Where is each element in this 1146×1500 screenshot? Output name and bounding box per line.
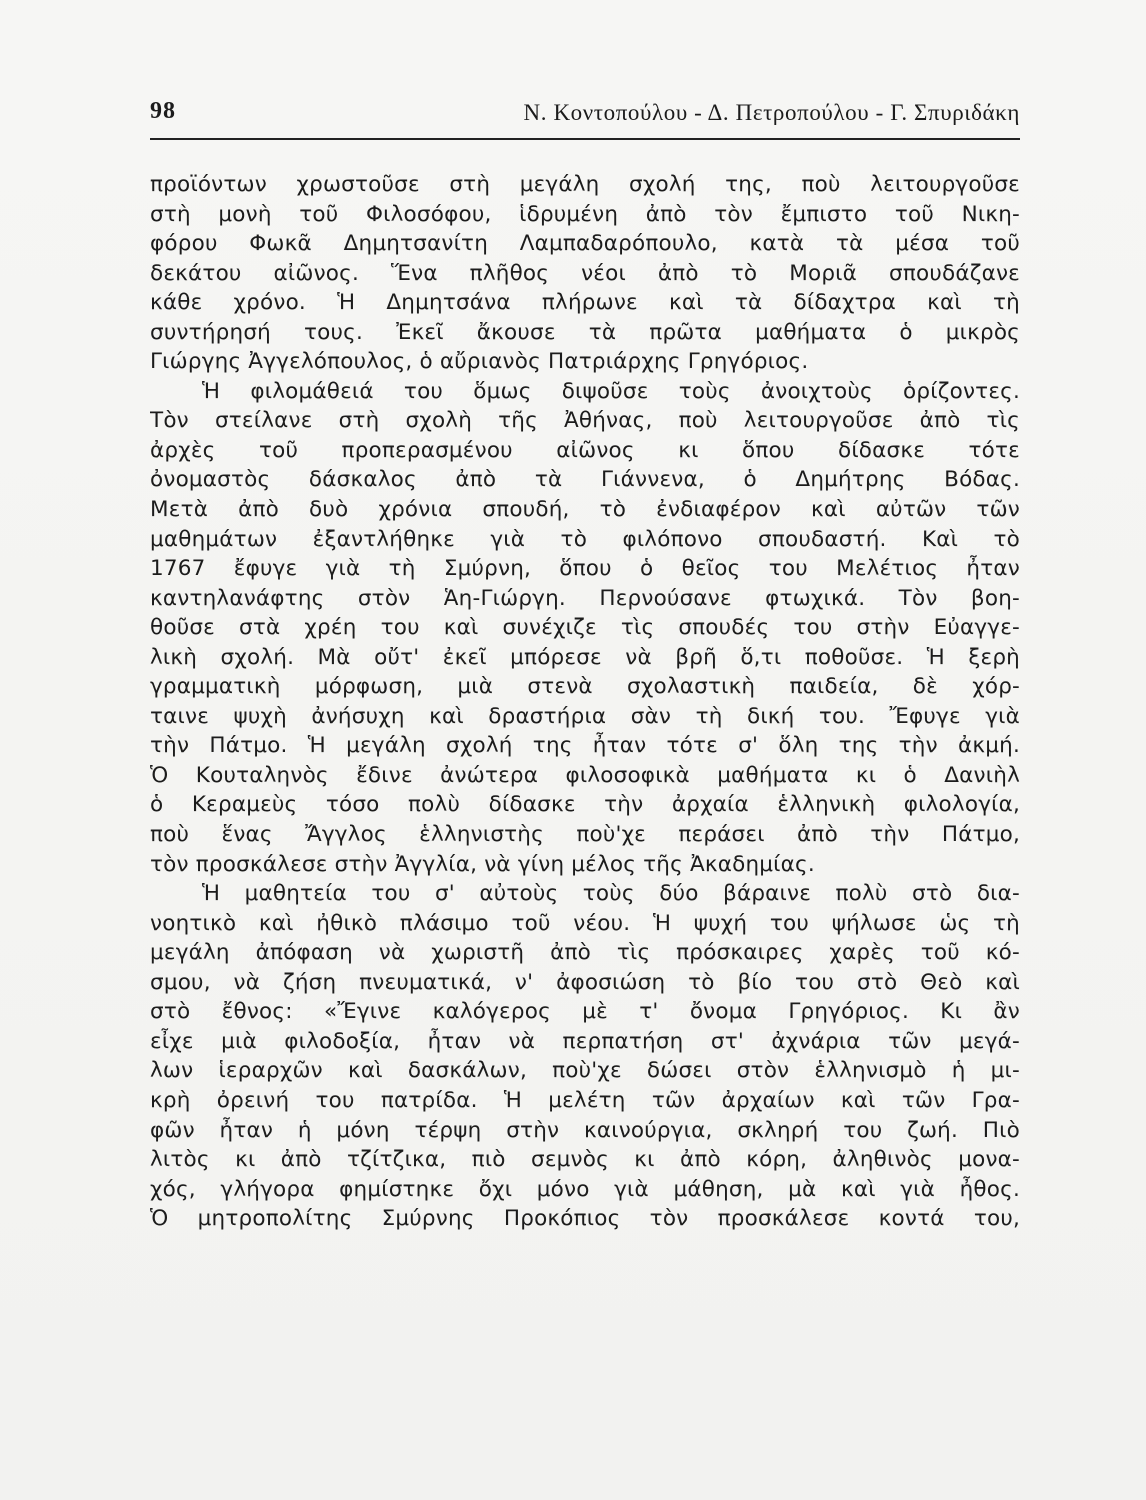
text-line: Ὁ Κουταληνὸς ἔδινε ἀνώτερα φιλοσοφικὰ μαθήματα κι ὁ Δανιὴλ — [150, 762, 1020, 788]
text-line: λιτὸς κι ἀπὸ τζίτζικα, πιὸ σεμνὸς κι ἀπὸ κόρη, ἀληθινὸς μονα- — [150, 1147, 1020, 1173]
text-line: ὀνομαστὸς δάσκαλος ἀπὸ τὰ Γιάννενα, ὁ Δημήτρης Βόδας. — [150, 467, 1020, 493]
text-line: Γιώργης Ἀγγελόπουλος, ὁ αὔριανὸς Πατριάρχης Γρηγόριος. — [150, 349, 809, 375]
text-line: ποὺ ἕνας Ἄγγλος ἑλληνιστὴς ποὺ'χε περάσει ἀπὸ τὴν Πάτμο, — [150, 822, 1020, 848]
text-line: θοῦσε στὰ χρέη του καὶ συνέχιζε τὶς σπουδές του στὴν Εὐαγγε- — [150, 615, 1020, 641]
text-line: τὸν προσκάλεσε στὴν Ἀγγλία, νὰ γίνη μέλος τῆς Ἀκαδημίας. — [150, 851, 815, 877]
text-line: σμου, νὰ ζήση πνευματικά, ν' ἀφοσιώση τὸ βίο του στὸ Θεὸ καὶ — [150, 969, 1020, 995]
text-line: Μετὰ ἀπὸ δυὸ χρόνια σπουδή, τὸ ἐνδιαφέρον καὶ αὐτῶν τῶν — [150, 497, 1020, 523]
text-line: κάθε χρόνο. Ἡ Δημητσάνα πλήρωνε καὶ τὰ δίδαχτρα καὶ τὴ — [150, 290, 1020, 316]
text-line: ταινε ψυχὴ ἀνήσυχη καὶ δραστήρια σὰν τὴ δική του. Ἔφυγε γιὰ — [150, 703, 1020, 729]
header-authors: Ν. Κοντοπούλου - Δ. Πετροπούλου - Γ. Σπυριδάκη — [523, 100, 1020, 125]
text-line: στὴ μονὴ τοῦ Φιλοσόφου, ἱδρυμένη ἀπὸ τὸν ἔμπιστο τοῦ Νικη- — [150, 201, 1020, 227]
text-line: Ἡ μαθητεία του σ' αὐτοὺς τοὺς δύο βάραινε πολὺ στὸ δια- — [202, 881, 1020, 907]
text-line: στὸ ἔθνος: «Ἔγινε καλόγερος μὲ τ' ὄνομα Γρηγόριος. Κι ἂν — [150, 999, 1020, 1025]
text-line: γραμματικὴ μόρφωση, μιὰ στενὰ σχολαστικὴ παιδεία, δὲ χόρ- — [150, 674, 1020, 700]
text-line: εἶχε μιὰ φιλοδοξία, ἦταν νὰ περπατήση στ' ἀχνάρια τῶν μεγά- — [150, 1028, 1020, 1054]
text-line: 1767 ἔφυγε γιὰ τὴ Σμύρνη, ὅπου ὁ θεῖος του Μελέτιος ἦταν — [150, 556, 1020, 582]
body-text — [150, 170, 1020, 1234]
running-head — [150, 98, 1020, 138]
text-line: προϊόντων χρωστοῦσε στὴ μεγάλη σχολή της, ποὺ λειτουργοῦσε — [150, 172, 1020, 197]
text-line: δεκάτου αἰῶνος. Ἕνα πλῆθος νέοι ἀπὸ τὸ Μοριᾶ σπουδάζανε — [150, 260, 1020, 286]
header-rule — [150, 138, 1020, 140]
text-line: κρὴ ὀρεινή του πατρίδα. Ἡ μελέτη τῶν ἀρχαίων καὶ τῶν Γρα- — [150, 1087, 1020, 1113]
text-line: νοητικὸ καὶ ἠθικὸ πλάσιμο τοῦ νέου. Ἡ ψυχή του ψήλωσε ὡς τὴ — [150, 910, 1020, 936]
text-line: Ἡ φιλομάθειά του ὅμως διψοῦσε τοὺς ἀνοιχτοὺς ὁρίζοντες. — [202, 378, 1020, 404]
text-line: μεγάλη ἀπόφαση νὰ χωριστῆ ἀπὸ τὶς πρόσκαιρες χαρὲς τοῦ κό- — [150, 940, 1020, 966]
page-number: 98 — [150, 98, 176, 124]
text-line: μαθημάτων ἐξαντλήθηκε γιὰ τὸ φιλόπονο σπουδαστή. Καὶ τὸ — [150, 526, 1020, 552]
text-line: συντήρησή τους. Ἐκεῖ ἄκουσε τὰ πρῶτα μαθήματα ὁ μικρὸς — [150, 319, 1020, 345]
text-line: Τὸν στείλανε στὴ σχολὴ τῆς Ἀθήνας, ποὺ λειτουργοῦσε ἀπὸ τὶς — [150, 408, 1020, 434]
text-line: φῶν ἦταν ἡ μόνη τέρψη στὴν καινούργια, σκληρή του ζωή. Πιὸ — [150, 1117, 1020, 1143]
text-line: ὁ Κεραμεὺς τόσο πολὺ δίδασκε τὴν ἀρχαία ἑλληνικὴ φιλολογία, — [150, 792, 1020, 818]
text-line: ἀρχὲς τοῦ προπερασμένου αἰῶνος κι ὅπου δίδασκε τότε — [150, 437, 1020, 463]
text-line: Ὁ μητροπολίτης Σμύρνης Προκόπιος τὸν προσκάλεσε κοντά του, — [150, 1206, 1020, 1232]
text-line: τὴν Πάτμο. Ἡ μεγάλη σχολή της ἦταν τότε σ' ὅλη της τὴν ἀκμή. — [150, 733, 1020, 759]
text-line: λων ἱεραρχῶν καὶ δασκάλων, ποὺ'χε δώσει στὸν ἑλληνισμὸ ἡ μι- — [150, 1058, 1020, 1084]
text-line: λικὴ σχολή. Μὰ οὔτ' ἐκεῖ μπόρεσε νὰ βρῆ ὅ,τι ποθοῦσε. Ἡ ξερὴ — [150, 644, 1020, 670]
text-line: φόρου Φωκᾶ Δημητσανίτη Λαμπαδαρόπουλο, κατὰ τὰ μέσα τοῦ — [150, 231, 1020, 257]
text-line: καντηλανάφτης στὸν Ἁη-Γιώργη. Περνούσανε φτωχικά. Τὸν βοη- — [150, 585, 1020, 611]
text-line: χός, γλήγορα φημίστηκε ὄχι μόνο γιὰ μάθηση, μὰ καὶ γιὰ ἦθος. — [150, 1176, 1020, 1202]
